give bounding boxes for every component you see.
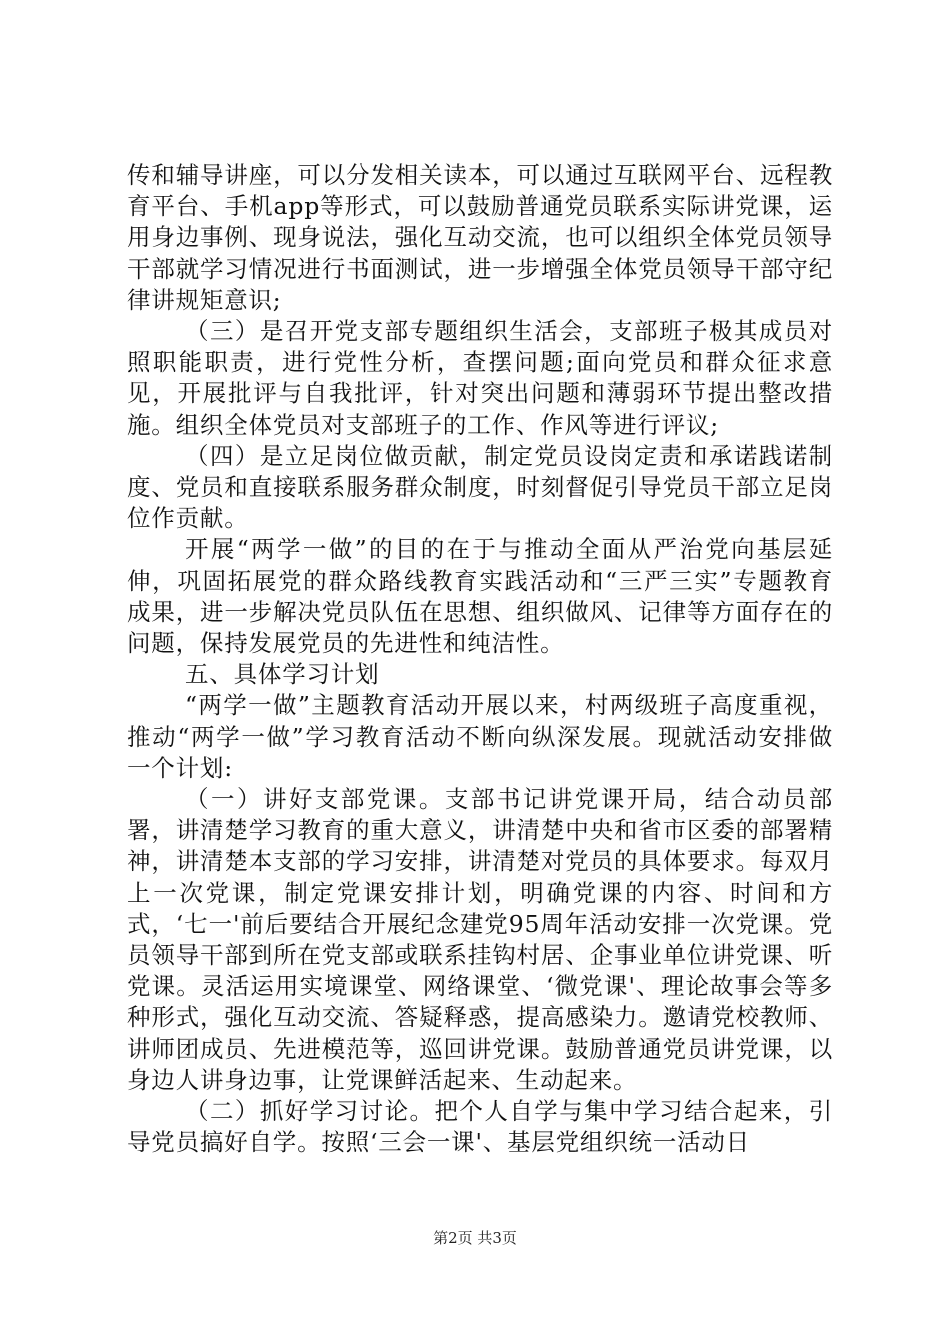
paragraph-3: （四）是立足岗位做贡献，制定党员设岗定责和承诺践诺制度、党员和直接联系服务群众制度，时刻督促引导党员干部立足岗位作贡献。 — [127, 441, 833, 533]
paragraph-6: （一）讲好支部党课。支部书记讲党课开局，结合动员部署，讲清楚学习教育的重大意义，讲清楚中央和省市区委的部署精神，讲清楚本支部的学习安排，讲清楚对党员的具体要求。每双月上一次党课，制定党课安排计划，明确党课的内容、时间和方式，‘七一'前后要结合开展纪念建党95周年活动安排一次党课。党员领导干部到所在党支部或联系挂钩村居、企事业单位讲党课、听党课。灵活运用实境课堂、网络课堂、‘微党课'、理论故事会等多种形式，强化互动交流、答疑释惑，提高感染力。邀请党校教师、讲师团成员、先进模范等，巡回讲党课。鼓励普通党员讲党课，以身边人讲身边事，让党课鲜活起来、生动起来。 — [127, 785, 833, 1094]
page-footer — [0, 1228, 950, 1248]
section-heading: 五、具体学习计划 — [185, 660, 380, 689]
paragraph-5: “两学一做”主题教育活动开展以来，村两级班子高度重视，推动“两学一做”学习教育活动不断向纵深发展。现就活动安排做一个计划: — [127, 691, 833, 782]
paragraph-4: 开展“两学一做”的目的在于与推动全面从严治党向基层延伸，巩固拓展党的群众路线教育实践活动和“三严三实”专题教育成果，进一步解决党员队伍在思想、组织做风、记律等方面存在的问题，保持发展党员的先进性和纯洁性。 — [127, 535, 833, 658]
page-number: 第2页 共3页 — [433, 1229, 517, 1247]
paragraph-7: （二）抓好学习讨论。把个人自学与集中学习结合起来，引导党员搞好自学。按照‘三会一课'、基层党组织统一活动日 — [127, 1097, 833, 1157]
paragraph-2: （三）是召开党支部专题组织生活会，支部班子极其成员对照职能职责，进行党性分析，查摆问题;面向党员和群众征求意见，开展批评与自我批评，针对突出问题和薄弱环节提出整改措施。组织全体党员对支部班子的工作、作风等进行评议; — [127, 317, 833, 439]
paragraph-1: 传和辅导讲座，可以分发相关读本，可以通过互联网平台、远程教育平台、手机app等形式，可以鼓励普通党员联系实际讲党课，运用身边事例、现身说法，强化互动交流，也可以组织全体党员领导干部就学习情况进行书面测试，进一步增强全体党员领导干部守纪律讲规矩意识; — [127, 161, 833, 314]
document-body — [127, 160, 833, 1159]
